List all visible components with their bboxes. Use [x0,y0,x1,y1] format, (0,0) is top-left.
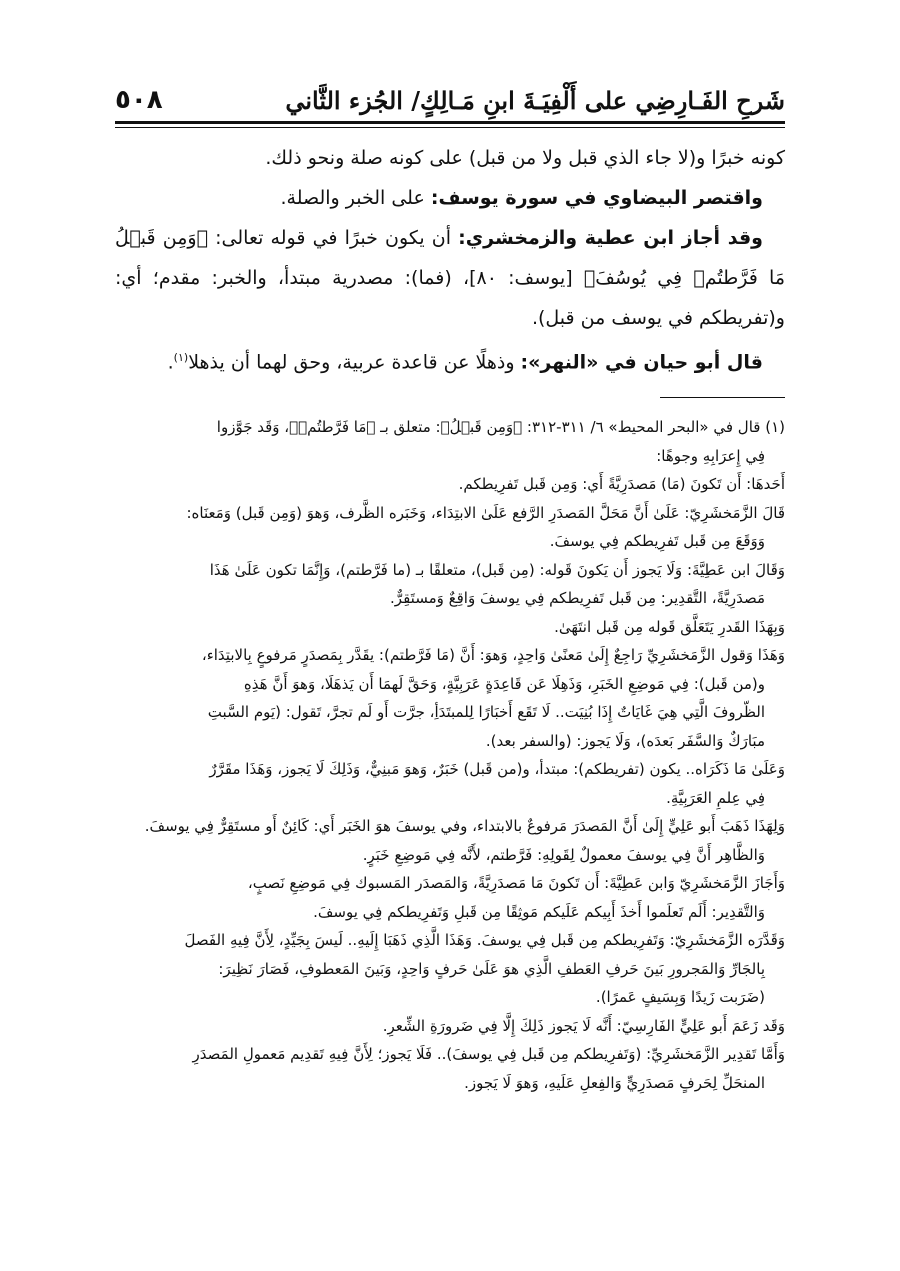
footnote-line: مَصدَرِيَّةً، التَّقدِير: مِن قَبل تَفرِيطكم فِي يوسفَ وَاقِعٌ وَمستَقِرٌّ. [390,589,765,607]
footnote-separator [660,397,785,398]
footnote-line: وَوَقَعَ مِن قَبل تَفرِيطكم فِي يوسفَ. [549,532,765,550]
footnote-line: فِي إِعرَابِهِ وجوهًا: [656,446,765,465]
footnote-line: وَقَدَّرَه الزَّمَخشَرِيّ: وَتَفرِيطكم مِن قَبل فِي يوسفَ. وَهَذَا الَّذِي ذَهَبَا إِلَيهِ.. لَيسَ بِجَيِّدٍ، لِأَنَّ فِيهِ الفَصلَ [184,931,785,949]
footnote-line: وَقَد زَعَمَ أَبو عَلِيٍّ الفَارِسِيّ: أَنَّه لَا يَجوز ذَلِكَ إِلَّا فِي ضَرورَةِ الشِّعرِ. [382,1016,785,1035]
footnote-line: أَحَدهَا: أَن تَكونَ (مَا) مَصدَرِيَّةً أَي: وَمِن قَبل تَفرِيطكم. [458,475,785,493]
paragraph-3-body: أن يكون خبرًا في قوله تعالى: ﴿وَمِن قَبۡلُ مَا فَرَّطتُمۡ فِي يُوسُفَ﴾ [يوسف: ٨٠]، (فما): مصدرية مبتدأ، والخبر: مقدم؛ أي: و(تفريطكم في يوسف من قبل). [115,227,785,329]
footnote-line: الظّروفَ الَّتِي هِيَ غَايَاتٌ إِذَا بُنِيَت.. لَا تَقَع أَخبَارًا لِلمبتَدَأِ، جرَّت أَو لَم تجرَّ، تَقول: (يَوم السَّبتِ [207,703,765,721]
footnote-line: وَالتَّقدِير: أَلَم تَعلَموا أَخذَ أَبِيكم عَلَيكم مَوثِقًا مِن قَبلِ وَتَفرِيطكم فِي يوسفَ. [313,902,765,921]
footnote-line: وَعَلَىٰ مَا ذَكَرَاه.. يكون (تفريطكم): مبتدأ، و(من قَبل) خَبَرٌ، وَهوَ مَبنِيٌّ، وَذَلِكَ لَا يَجوز، وَهَذَا مقَرَّرٌ [209,760,785,778]
footnote-line: وَبِهَذَا القَدرِ يَتَعَلَّق قَوله مِن قَبل انتَهَىٰ. [554,617,785,636]
footnote-line: وَالظَّاهِر أَنَّ فِي يوسفَ معمولٌ لِقَولِهِ: فَرَّطتم، لأَنَّه فِي مَوضِعِ خَبَرٍ. [362,845,765,864]
footnote-line: مبَارَكٌ وَالسَّفَر بَعدَه)، وَلَا يَجوز: (والسفر بعد). [485,731,765,750]
footnote-line: وَلِهَذَا ذَهَبَ أَبو عَلِيٍّ إِلَىٰ أَنَّ المَصدَرَ مَرفوعٌ بالابتداء، وفي يوسفَ هوَ الخَبَر أَي: كَائِنٌ أَو مستَقِرٌّ فِي يوسفَ. [144,817,785,835]
footnote-line: وَهَذَا وَقول الزَّمَخشَرِيِّ رَاجِعٌ إِلَىٰ مَعنًىٰ وَاحِدٍ، وَهوَ: أَنَّ (مَا فَرَّطتم): يقَدَّر بِمَصدَرٍ مَرفوعٍ بِالابتِدَاء، [201,646,785,664]
paragraph-4-body: وذهلًا عن قاعدة عربية، وحق لهما أن يذهلا [188,351,521,374]
header-rule-thin [115,127,785,128]
header-rule-thick [115,121,785,124]
footnote-line: (١) قال في «البحر المحيط» ٦/ ٣١١-٣١٢: ﴿وَمِن قَبۡلُ﴾: متعلق بـ ﴿مَا فَرَّطتُمۡ﴾، وَقَد جَوَّزوا [216,418,785,436]
footnote-line: وَقَالَ ابن عَطِيَّةَ: وَلَا يَجوز أَن يَكونَ قَوله: (مِن قَبل)، متعلقًا بـ (ما فَرَّطتم)، وَإِنَّمَا تكون عَلَىٰ هَذَا [209,560,785,579]
footnote-line: قَالَ الزَّمَخشَرِيّ: عَلَىٰ أَنَّ مَحَلَّ المَصدَرِ الرَّفع عَلَىٰ الابتِدَاء، وَخَبَره الظَّرف، وَهوَ (وَمِن قَبل) وَمَعنَاه: [186,503,785,522]
footnote-line: بِالجَارِّ وَالمَجرورِ بَينَ حَرفِ العَطفِ الَّذِي هوَ عَلَىٰ حَرفٍ وَاحِدٍ، وَبَينَ المَعطوفِ، فَصَارَ نَظِيرَ: [218,959,765,978]
paragraph-3-lead: وقد أجاز ابن عطية والزمخشري: [458,227,763,249]
footnote-line: (ضَرَبت زَيدًا وَبِسَيفٍ عَمرًا). [595,988,765,1006]
paragraph-4-end: . [167,351,174,374]
paragraph-4-lead: قال أبو حيان في «النهر»: [520,351,763,374]
paragraph-2-lead: واقتصر البيضاوي في سورة يوسف: [430,187,763,209]
footnote-ref: (١) [173,351,189,364]
footnote-line: وَأَجَازَ الزَّمَخشَرِيّ وَابن عَطِيَّةَ: أَن تَكونَ مَا مَصدَرِيَّةً، وَالمَصدَر المَسبوك فِي مَوضِعِ نَصبٍ، [247,874,785,892]
footnote-line: وَأَمَّا تَقدِير الزَّمَخشَرِيِّ: (وَتَفرِيطكم مِن قَبل فِي يوسفَ).. فَلَا يَجوز؛ لِأَنَّ فِيهِ تَقدِيم مَعمولِ المَصدَرِ [192,1045,785,1063]
paragraph-2 [115,178,785,218]
footnote-line: المنحَلِّ لِحَرفٍ مَصدَرِيٍّ وَالفِعلِ عَلَيهِ، وَهوَ لَا يَجوز. [464,1073,765,1092]
footnote-line: و(من قَبل): فِي مَوضِعِ الخَبَرِ، وَذَهِلَا عَن قَاعِدَةٍ عَرَبِيَّةٍ، وَحَقَّ لَهمَا أَن يَذهَلَا، وَهوَ أَنَّ هَذِهِ [243,674,765,693]
main-text [115,138,785,382]
paragraph-3 [115,218,785,338]
footnotes [115,413,785,1097]
page-number: ٥٠٨ [115,85,163,115]
paragraph-1: كونه خبرًا و(لا جاء الذي قبل ولا من قبل) على كونه صلة ونحو ذلك. [265,147,785,169]
paragraph-2-body: على الخبر والصلة. [280,187,431,209]
paragraph-4 [115,338,785,382]
running-title: شَرحِ الفَـارِضِي على أَلْفِيَـةَ ابنِ مَـالِكٍ/ الجُزء الثَّاني [285,85,785,115]
page-header [115,78,785,122]
footnote-line: فِي عِلمِ العَرَبِيَّةِ. [666,788,765,807]
